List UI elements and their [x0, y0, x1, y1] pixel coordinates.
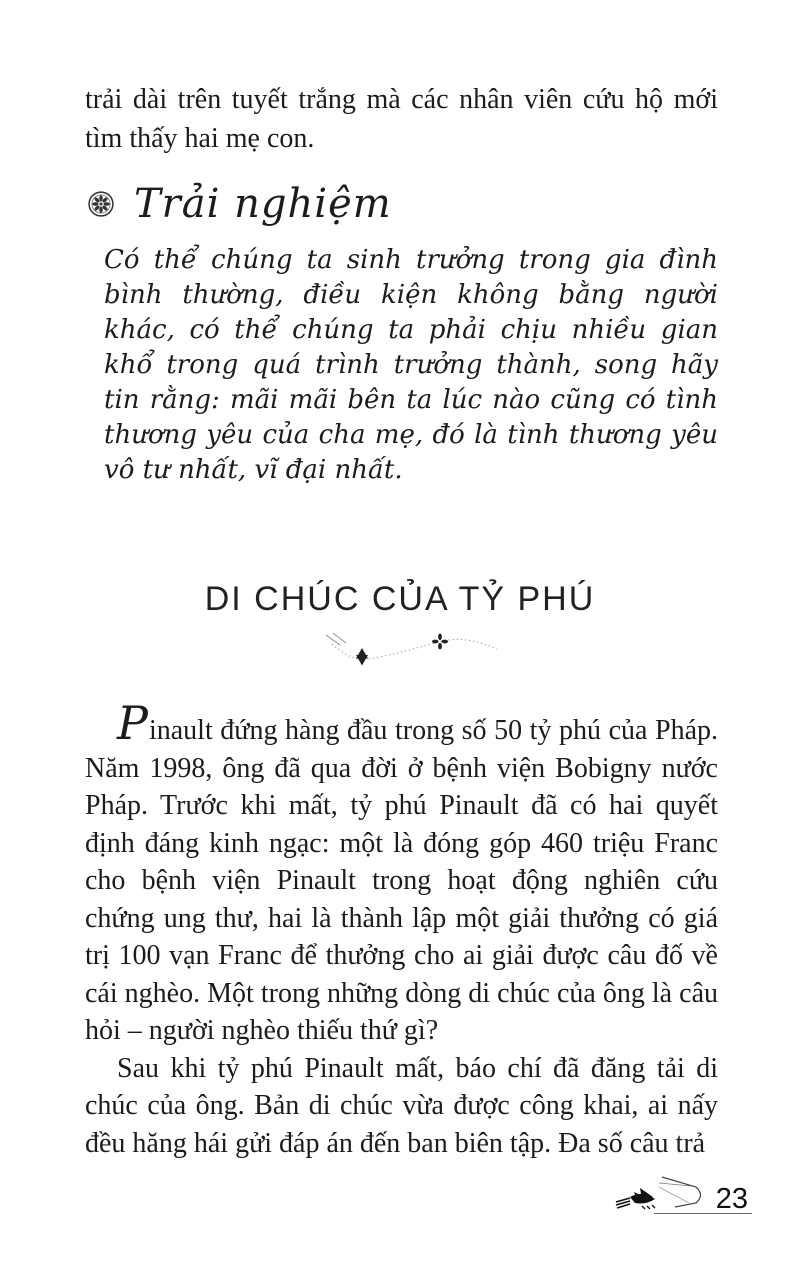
paragraph-text: inault đứng hàng đầu trong số 50 tỷ phú của Pháp. Năm 1998, ông đã qua đời ở bệnh viện Bobigny nước Pháp. Trước khi mất, tỷ phú Pinault đã có hai quyết định đáng kinh ngạc: một là đóng góp 460 triệu Franc cho bệnh viện Pinault trong hoạt động nghiên cứu chứng ung thư, hai là thành lập một giải thưởng có giá trị 100 vạn Franc để thưởng cho ai giải được câu đố về cái nghèo. Một trong những dòng di chúc của ông là câu hỏi – người nghèo thiếu thứ gì?	[85, 715, 718, 1046]
chapter-body	[85, 696, 718, 1162]
divider-flourish	[300, 632, 500, 668]
intro-paragraph: trải dài trên tuyết trắng mà các nhân viên cứu hộ mới tìm thấy hai mẹ con.	[85, 84, 718, 154]
four-petal-flower-icon	[432, 634, 448, 650]
page-footer	[612, 1172, 752, 1218]
page-number: 23	[715, 1183, 748, 1215]
experience-heading-label: Trải nghiệm	[134, 181, 392, 227]
rosette-flower-icon	[88, 191, 114, 217]
six-point-star-icon	[356, 648, 368, 666]
paragraph-text: Sau khi tỷ phú Pinault mất, báo chí đã đăng tải di chúc của ông. Bản di chúc vừa được công khai, ai nấy đều hăng hái gửi đáp án đến ban biên tập. Đa số câu trả	[85, 1052, 718, 1159]
experience-section-heading	[88, 180, 392, 228]
chapter-paragraph	[85, 1050, 718, 1163]
drop-cap-initial: P	[117, 696, 149, 750]
bird-sketch-icon	[612, 1172, 712, 1218]
chapter-paragraph	[85, 696, 718, 1050]
chapter-title: DI CHÚC CỦA TỶ PHÚ	[204, 580, 596, 618]
experience-quote: Có thể chúng ta sinh trưởng trong gia đình bình thường, điều kiện không bằng người khác, có thể chúng ta phải chịu nhiều gian khổ trong quá trình trưởng thành, song hãy tin rằng: mãi mãi bên ta lúc nào cũng có tình thương yêu của cha mẹ, đó là tình thương yêu vô tư nhất, vĩ đại nhất.	[104, 245, 718, 485]
